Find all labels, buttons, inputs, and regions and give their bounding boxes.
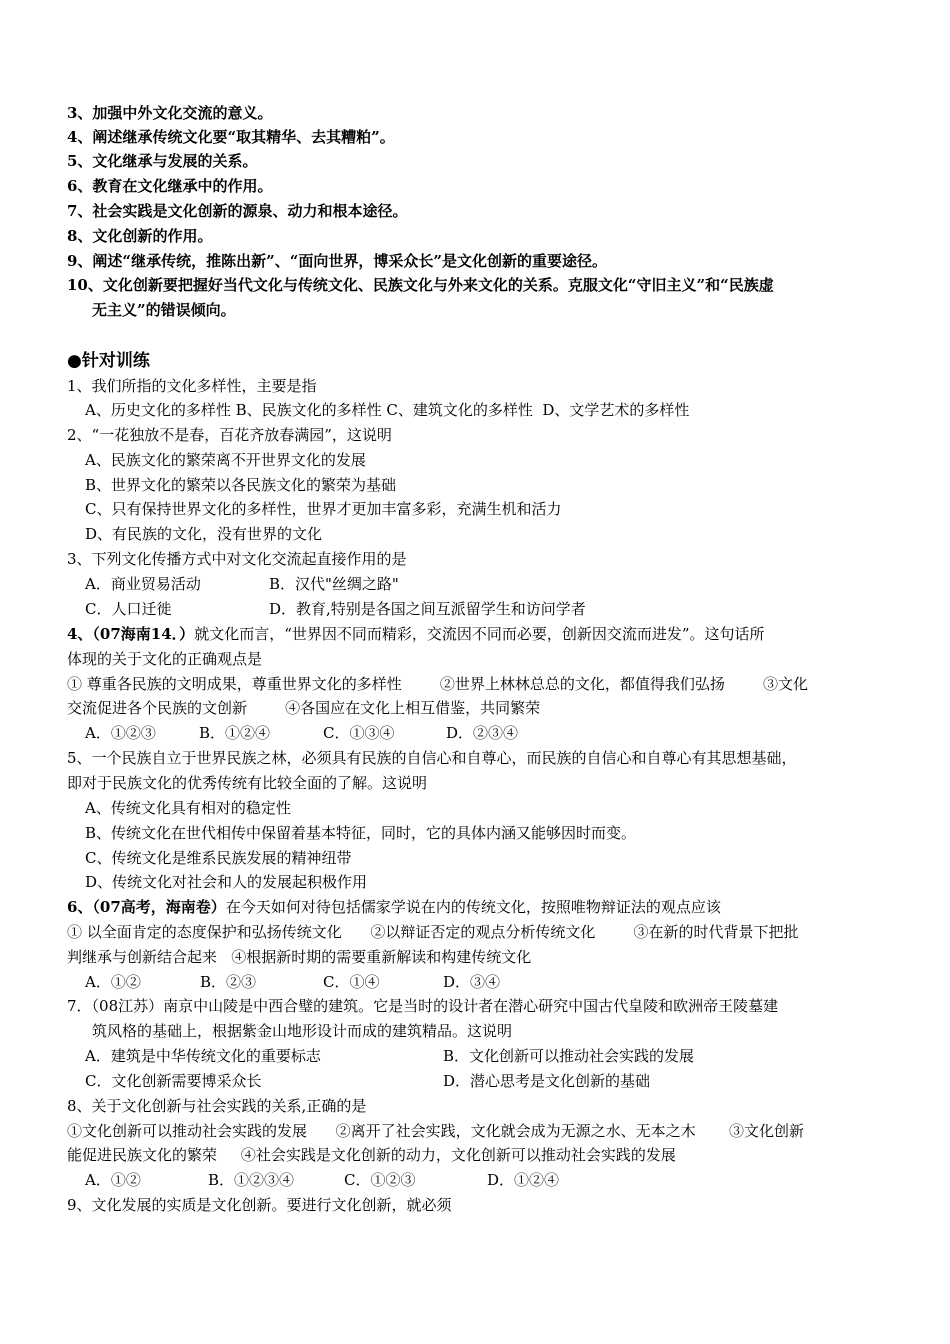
point-7: 7、社会实践是文化创新的源泉、动力和根本途径。 [67, 202, 408, 220]
q2-stem: 2、“一花独放不是春，百花齐放春满园”，这说明 [67, 426, 392, 444]
q6-option-b: B．②③ [200, 973, 257, 991]
q6-option-d: D．③④ [443, 973, 501, 991]
q5-option-a: A、传统文化具有相对的稳定性 [85, 799, 291, 817]
q4-stem-text: 就文化而言，“世界因不同而精彩，交流因不同而必要，创新因交流而进发”。这句话所 [194, 625, 765, 643]
q6-source: 6、（07高考，海南卷） [67, 898, 226, 916]
q5-stem-line2: 即对于民族文化的优秀传统有比较全面的了解。这说明 [67, 774, 428, 792]
q7-option-b: B．文化创新可以推动社会实践的发展 [443, 1047, 695, 1065]
q7-option-d: D．潜心思考是文化创新的基础 [443, 1072, 651, 1090]
q7-stem: 7．（08江苏）南京中山陵是中西合璧的建筑。它是当时的设计者在潜心研究中国古代皇陵和欧洲帝王陵墓建 [67, 997, 779, 1015]
point-10: 10、文化创新要把握好当代文化与传统文化、民族文化与外来文化的关系。克服文化“守旧主义”和“民族虚 [67, 276, 774, 294]
q7-option-a: A．建筑是中华传统文化的重要标志 [85, 1047, 321, 1065]
q4-items-line2: 交流促进各个民族的文创新 ④各国应在文化上相互借鉴，共同繁荣 [67, 699, 541, 717]
q5-stem: 5、一个民族自立于世界民族之林，必须具有民族的自信心和自尊心，而民族的自信心和自尊心有其思想基础， [67, 749, 797, 767]
q8-items-line2: 能促进民族文化的繁荣 ④社会实践是文化创新的动力，文化创新可以推动社会实践的发展 [67, 1146, 676, 1164]
section-title: ●针对训练 [67, 351, 150, 371]
point-5: 5、文化继承与发展的关系。 [67, 152, 258, 170]
q3-option-c: C．人口迁徙 [85, 600, 172, 618]
point-4: 4、阐述继承传统文化要“取其精华、去其糟粕”。 [67, 128, 395, 146]
point-10-continued: 无主义”的错误倾向。 [92, 301, 236, 319]
q2-option-a: A、民族文化的繁荣离不开世界文化的发展 [85, 451, 366, 469]
q2-option-c: C、只有保持世界文化的多样性，世界才更加丰富多彩，充满生机和活力 [85, 500, 562, 518]
point-8: 8、文化创新的作用。 [67, 227, 213, 245]
q6-option-a: A．①② [85, 973, 141, 991]
q6-option-c: C．①④ [323, 973, 380, 991]
point-9: 9、阐述“继承传统，推陈出新”、“面向世界，博采众长”是文化创新的重要途径。 [67, 252, 607, 270]
q2-option-d: D、有民族的文化，没有世界的文化 [85, 525, 323, 543]
q4-source: 4、（07海南14．） [67, 625, 195, 643]
q8-option-a: A．①② [85, 1171, 141, 1189]
q6-items-line2: 判继承与创新结合起来 ④根据新时期的需要重新解读和构建传统文化 [67, 948, 532, 966]
q8-items-line1: ①文化创新可以推动社会实践的发展 ②离开了社会实践，文化就会成为无源之水、无本之木 ③文化创新 [67, 1122, 804, 1140]
q1-options: A、历史文化的多样性 B、民族文化的多样性 C、建筑文化的多样性 D、文学艺术的多样性 [85, 401, 690, 419]
q9-stem: 9、文化发展的实质是文化创新。要进行文化创新，就必须 [67, 1196, 452, 1214]
q8-option-d: D．①②④ [487, 1171, 560, 1189]
q5-option-b: B、传统文化在世代相传中保留着基本特征，同时，它的具体内涵又能够因时而变。 [85, 824, 637, 842]
q1-stem: 1、我们所指的文化多样性，主要是指 [67, 377, 317, 395]
q2-option-b: B、世界文化的繁荣以各民族文化的繁荣为基础 [85, 476, 397, 494]
q3-option-a: A．商业贸易活动 [85, 575, 201, 593]
q4-option-a: A．①②③ [85, 724, 156, 742]
q4-items-line1: ① 尊重各民族的文明成果，尊重世界文化的多样性 ②世界上林林总总的文化，都值得我们弘扬 ③文化 [67, 675, 809, 693]
q4-stem [67, 622, 765, 646]
q8-option-c: C．①②③ [344, 1171, 416, 1189]
q5-option-c: C、传统文化是维系民族发展的精神纽带 [85, 849, 352, 867]
q6-stem-text: 在今天如何对待包括儒家学说在内的传统文化，按照唯物辩证法的观点应该 [225, 898, 721, 916]
q4-option-b: B．①②④ [199, 724, 271, 742]
q4-stem-line2: 体现的关于文化的正确观点是 [67, 650, 263, 668]
q7-option-c: C．文化创新需要博采众长 [85, 1072, 262, 1090]
q3-option-d: D．教育,特别是各国之间互派留学生和访问学者 [269, 600, 586, 618]
q4-option-c: C．①③④ [323, 724, 395, 742]
q8-option-b: B．①②③④ [208, 1171, 295, 1189]
q7-stem-line2: 筑风格的基础上，根据紫金山地形设计而成的建筑精品。这说明 [92, 1022, 513, 1040]
q3-stem: 3、下列文化传播方式中对文化交流起直接作用的是 [67, 550, 407, 568]
q4-option-d: D．②③④ [446, 724, 519, 742]
q6-items-line1: ① 以全面肯定的态度保护和弘扬传统文化 ②以辩证否定的观点分析传统文化 ③在新的时代背景下把批 [67, 923, 799, 941]
point-3: 3、加强中外文化交流的意义。 [67, 104, 273, 122]
q3-option-b: B．汉代"丝绸之路" [269, 575, 399, 593]
point-6: 6、教育在文化继承中的作用。 [67, 177, 273, 195]
q6-stem [67, 895, 721, 919]
q5-option-d: D、传统文化对社会和人的发展起积极作用 [85, 873, 368, 891]
q8-stem: 8、关于文化创新与社会实践的关系,正确的是 [67, 1097, 367, 1115]
